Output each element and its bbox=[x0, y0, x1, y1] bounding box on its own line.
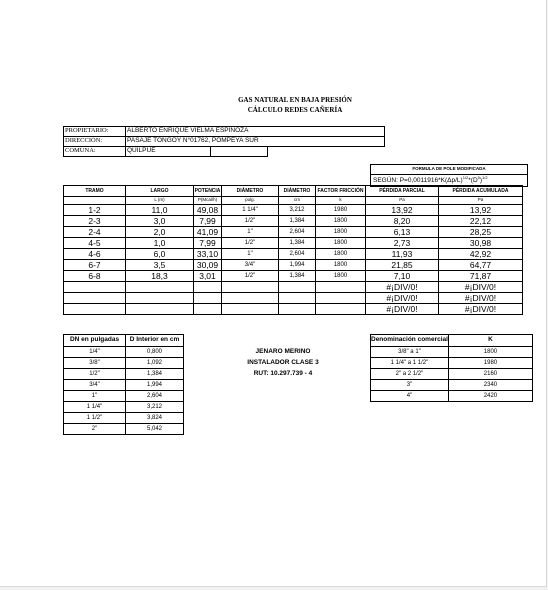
dn-cell: 1" bbox=[64, 391, 126, 402]
d-interior-cell: 2,604 bbox=[126, 391, 184, 402]
dn-cell: 1 1/4" bbox=[64, 402, 126, 413]
factor-cell bbox=[316, 293, 366, 304]
dn-cell: 2" bbox=[64, 424, 126, 435]
k-cell: 2420 bbox=[448, 391, 532, 402]
perdida-parcial-cell: 7,10 bbox=[366, 271, 439, 282]
diametro-cm-cell bbox=[279, 304, 316, 315]
header-diametro-cm: DIÁMETRO bbox=[279, 186, 316, 197]
d-interior-cell: 1,092 bbox=[126, 358, 184, 369]
diametro-pulg-cell bbox=[222, 282, 279, 293]
unit-cell: pulg. bbox=[222, 197, 279, 205]
tramo-cell: 6-8 bbox=[64, 271, 126, 282]
k-cell: 1980 bbox=[448, 358, 532, 369]
factor-cell: 1800 bbox=[316, 216, 366, 227]
owner-value: ALBERTO ENRIQUE VIELMA ESPINOZA bbox=[126, 127, 385, 137]
table-row bbox=[64, 347, 184, 358]
header-tramo: TRAMO bbox=[64, 186, 126, 197]
header-perdida-acumulada: PÉRDIDA ACUMULADA bbox=[439, 186, 523, 197]
address-value: PASAJE TONGOY N°01762, POMPEYA SUR bbox=[126, 137, 385, 147]
diametro-pulg-cell: 3/4" bbox=[222, 260, 279, 271]
diametro-cm-cell: 1,384 bbox=[279, 216, 316, 227]
denominacion-cell: 3" bbox=[371, 380, 449, 391]
diametro-pulg-cell: 1/2" bbox=[222, 238, 279, 249]
formula-box bbox=[370, 164, 528, 187]
installer-class: INSTALADOR CLASE 3 bbox=[247, 359, 319, 366]
header-largo: LARGO bbox=[126, 186, 194, 197]
potencia-cell: 33,10 bbox=[194, 249, 222, 260]
largo-cell bbox=[126, 304, 194, 315]
potencia-cell bbox=[194, 293, 222, 304]
largo-cell: 3,0 bbox=[126, 216, 194, 227]
perdida-acumulada-cell: 71,87 bbox=[439, 271, 523, 282]
table-header-row bbox=[64, 186, 523, 197]
table-row bbox=[371, 391, 533, 402]
factor-cell: 1800 bbox=[316, 271, 366, 282]
perdida-acumulada-cell: 64,77 bbox=[439, 260, 523, 271]
table-row bbox=[64, 358, 184, 369]
largo-cell: 6,0 bbox=[126, 249, 194, 260]
header-d-interior: D Interior en cm bbox=[126, 335, 184, 347]
header-k: K bbox=[448, 335, 532, 347]
unit-cell: k bbox=[316, 197, 366, 205]
diametro-pulg-cell: 1" bbox=[222, 227, 279, 238]
perdida-parcial-cell: 6,13 bbox=[366, 227, 439, 238]
perdida-acumulada-cell: 22,12 bbox=[439, 216, 523, 227]
table-row bbox=[64, 413, 184, 424]
potencia-cell: 41,09 bbox=[194, 227, 222, 238]
potencia-cell: 3,01 bbox=[194, 271, 222, 282]
perdida-acumulada-cell: #¡DIV/0! bbox=[439, 304, 523, 315]
diametro-cm-cell: 2,604 bbox=[279, 227, 316, 238]
tramo-cell bbox=[64, 304, 126, 315]
table-row bbox=[371, 358, 533, 369]
perdida-acumulada-cell: #¡DIV/0! bbox=[439, 293, 523, 304]
header-diametro-pulg: DIÁMETRO bbox=[222, 186, 279, 197]
comuna-label: COMUNA: bbox=[64, 147, 126, 157]
diametro-cm-cell bbox=[279, 282, 316, 293]
table-row bbox=[64, 227, 523, 238]
unit-cell: Pa bbox=[366, 197, 439, 205]
table-header-row bbox=[371, 335, 533, 347]
tramo-cell: 4-6 bbox=[64, 249, 126, 260]
largo-cell: 2,0 bbox=[126, 227, 194, 238]
denominacion-cell: 2" a 2 1/2" bbox=[371, 369, 449, 380]
unit-cell: L (m) bbox=[126, 197, 194, 205]
table-row bbox=[64, 216, 523, 227]
table-row bbox=[64, 369, 184, 380]
header-factor-friccion: FACTOR FRICCIÓN bbox=[316, 186, 366, 197]
table-row bbox=[64, 271, 523, 282]
table-row bbox=[64, 282, 523, 293]
address-row bbox=[64, 137, 385, 147]
address-label: DIRECCIÓN: bbox=[64, 137, 126, 147]
potencia-cell bbox=[194, 282, 222, 293]
factor-cell bbox=[316, 304, 366, 315]
document-subtitle: CÁLCULO REDES CAÑERÍA bbox=[247, 106, 343, 114]
tramo-cell: 4-5 bbox=[64, 238, 126, 249]
table-row bbox=[64, 205, 523, 216]
table-row bbox=[64, 304, 523, 315]
tramo-cell bbox=[64, 282, 126, 293]
table-row bbox=[64, 380, 184, 391]
table-row bbox=[371, 369, 533, 380]
d-interior-cell: 1,994 bbox=[126, 380, 184, 391]
diametro-pulg-cell bbox=[222, 304, 279, 315]
comuna-row bbox=[64, 147, 385, 157]
perdida-acumulada-cell: #¡DIV/0! bbox=[439, 282, 523, 293]
diametro-pulg-cell: 1/2" bbox=[222, 216, 279, 227]
perdida-parcial-cell: 21,85 bbox=[366, 260, 439, 271]
factor-cell: 1800 bbox=[316, 249, 366, 260]
perdida-acumulada-cell: 28,25 bbox=[439, 227, 523, 238]
k-cell: 1800 bbox=[448, 347, 532, 358]
diametro-cm-cell bbox=[279, 293, 316, 304]
diametro-cm-cell: 1,384 bbox=[279, 271, 316, 282]
factor-cell bbox=[316, 282, 366, 293]
perdida-parcial-cell: #¡DIV/0! bbox=[366, 293, 439, 304]
table-header-row bbox=[64, 335, 184, 347]
factor-cell: 1980 bbox=[316, 205, 366, 216]
tramo-cell bbox=[64, 293, 126, 304]
potencia-cell: 30,09 bbox=[194, 260, 222, 271]
factor-cell: 1800 bbox=[316, 260, 366, 271]
unit-cell bbox=[64, 197, 126, 205]
perdida-parcial-cell: #¡DIV/0! bbox=[366, 282, 439, 293]
formula-text: SEGÚN: $P=0,0011916*K(\Delta p/L)^{1/2}*(D^5)^{1/2}$ bbox=[371, 175, 528, 187]
largo-cell: 3,5 bbox=[126, 260, 194, 271]
empty-cell bbox=[211, 147, 268, 157]
tramo-cell: 2-4 bbox=[64, 227, 126, 238]
denominacion-cell: 4" bbox=[371, 391, 449, 402]
document-title: GAS NATURAL EN BAJA PRESIÓN bbox=[238, 96, 352, 104]
unit-cell: P(Mcal/h) bbox=[194, 197, 222, 205]
table-row bbox=[64, 424, 184, 435]
unit-cell: Pa bbox=[439, 197, 523, 205]
tramo-cell: 1-2 bbox=[64, 205, 126, 216]
largo-cell bbox=[126, 282, 194, 293]
table-row bbox=[64, 402, 184, 413]
perdida-acumulada-cell: 30,98 bbox=[439, 238, 523, 249]
header-potencia: POTENCIA bbox=[194, 186, 222, 197]
diametro-cm-cell: 1,384 bbox=[279, 238, 316, 249]
dn-cell: 1 1/2" bbox=[64, 413, 126, 424]
dn-diameter-table bbox=[63, 334, 184, 435]
table-row bbox=[64, 293, 523, 304]
unit-cell: cm bbox=[279, 197, 316, 205]
table-row bbox=[64, 249, 523, 260]
header-dn: DN en pulgadas bbox=[64, 335, 126, 347]
installer-rut: RUT: 10.297.739 - 4 bbox=[253, 370, 313, 377]
table-row bbox=[64, 260, 523, 271]
header-perdida-parcial: PÉRDIDA PARCIAL bbox=[366, 186, 439, 197]
table-row bbox=[371, 380, 533, 391]
owner-info-table bbox=[63, 126, 385, 157]
diametro-pulg-cell bbox=[222, 293, 279, 304]
header-denominacion: Denominación comercial bbox=[371, 335, 449, 347]
largo-cell: 1,0 bbox=[126, 238, 194, 249]
d-interior-cell: 3,212 bbox=[126, 402, 184, 413]
largo-cell: 11,0 bbox=[126, 205, 194, 216]
empty-cell bbox=[268, 147, 385, 157]
table-row bbox=[371, 347, 533, 358]
diametro-cm-cell: 1,994 bbox=[279, 260, 316, 271]
owner-row bbox=[64, 127, 385, 137]
perdida-parcial-cell: 2,73 bbox=[366, 238, 439, 249]
denominacion-cell: 1 1/4" a 1 1/2" bbox=[371, 358, 449, 369]
diametro-cm-cell: 3,212 bbox=[279, 205, 316, 216]
installer-name: JENARO MERINO bbox=[255, 348, 311, 355]
diametro-pulg-cell: 1" bbox=[222, 249, 279, 260]
comuna-value: QUILPUÉ bbox=[126, 147, 211, 157]
diametro-pulg-cell: 1 1/4" bbox=[222, 205, 279, 216]
formula-header: FORMULA DE POLE MODIFICADA bbox=[371, 165, 528, 175]
owner-label: PROPIETARIO: bbox=[64, 127, 126, 137]
potencia-cell: 49,08 bbox=[194, 205, 222, 216]
diametro-cm-cell: 2,604 bbox=[279, 249, 316, 260]
potencia-cell bbox=[194, 304, 222, 315]
pipe-calculation-table bbox=[63, 185, 523, 315]
k-factor-table bbox=[370, 334, 533, 402]
dn-cell: 3/4" bbox=[64, 380, 126, 391]
dn-cell: 1/4" bbox=[64, 347, 126, 358]
table-row bbox=[64, 391, 184, 402]
diametro-pulg-cell: 1/2" bbox=[222, 271, 279, 282]
largo-cell bbox=[126, 293, 194, 304]
perdida-parcial-cell: 11,93 bbox=[366, 249, 439, 260]
k-cell: 2340 bbox=[448, 380, 532, 391]
perdida-parcial-cell: 8,20 bbox=[366, 216, 439, 227]
tramo-cell: 2-3 bbox=[64, 216, 126, 227]
d-interior-cell: 3,824 bbox=[126, 413, 184, 424]
perdida-acumulada-cell: 42,92 bbox=[439, 249, 523, 260]
d-interior-cell: 1,384 bbox=[126, 369, 184, 380]
largo-cell: 18,3 bbox=[126, 271, 194, 282]
d-interior-cell: 5,042 bbox=[126, 424, 184, 435]
perdida-acumulada-cell: 13,92 bbox=[439, 205, 523, 216]
factor-cell: 1800 bbox=[316, 238, 366, 249]
k-cell: 2160 bbox=[448, 369, 532, 380]
potencia-cell: 7,99 bbox=[194, 216, 222, 227]
dn-cell: 1/2" bbox=[64, 369, 126, 380]
perdida-parcial-cell: #¡DIV/0! bbox=[366, 304, 439, 315]
denominacion-cell: 3/8" a 1" bbox=[371, 347, 449, 358]
table-row bbox=[64, 238, 523, 249]
perdida-parcial-cell: 13,92 bbox=[366, 205, 439, 216]
tramo-cell: 6-7 bbox=[64, 260, 126, 271]
potencia-cell: 7,99 bbox=[194, 238, 222, 249]
dn-cell: 3/8" bbox=[64, 358, 126, 369]
units-row bbox=[64, 197, 523, 205]
factor-cell: 1800 bbox=[316, 227, 366, 238]
d-interior-cell: 0,800 bbox=[126, 347, 184, 358]
